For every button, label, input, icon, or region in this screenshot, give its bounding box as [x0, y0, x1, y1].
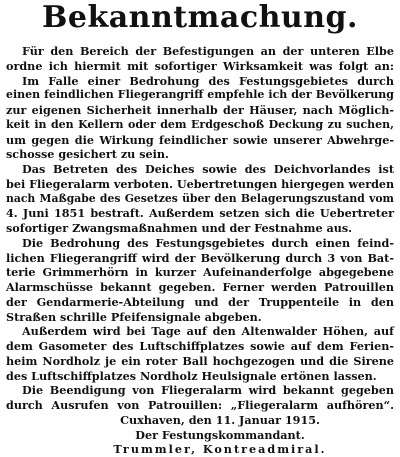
- body-line: um gegen die Wirkung feindlicher sowie unserer Abwehrge-: [6, 132, 394, 147]
- body-line: dem Gasometer des Luftschiffplatzes sowie auf dem Ferien-: [6, 339, 394, 353]
- body-line: schosse gesichert zu sein.: [6, 147, 169, 162]
- body-line: Außerdem wird bei Tage auf den Altenwalder Höhen, auf: [22, 324, 394, 339]
- body-line: Für den Bereich der Befestigungen an der unteren Elbe: [22, 44, 394, 58]
- body-line: lichen Fliegerangriff wird der Bevölkerung durch 3 von Bat-: [6, 250, 394, 265]
- body-line: Das Betreten des Deiches sowie des Deichvorlandes ist: [22, 162, 394, 176]
- body-line: einen feindlichen Fliegerangriff empfehle ich der Bevölkerung: [6, 88, 394, 102]
- document-title: Bekanntmachung.: [42, 0, 358, 35]
- body-line: Alarmschüsse bekannt gegeben. Ferner werden Patrouillen: [6, 280, 394, 294]
- body-line: heim Nordholz je ein roter Ball hochgezogen und die Sirene: [6, 353, 394, 368]
- body-line: ordne ich hiermit mit sofortiger Wirksamkeit was folgt an:: [6, 58, 394, 73]
- body-line: durch Ausrufen von Patrouillen: „Fliegeralarm aufhören“.: [6, 398, 394, 412]
- body-line: Die Bedrohung des Festungsgebietes durch einen feind-: [22, 235, 394, 250]
- body-line: der Gendarmerie-Abteilung und der Truppenteile in den: [6, 294, 394, 309]
- signature-title: Der Festungskommandant.: [135, 427, 305, 442]
- body-line: Die Beendigung von Fliegeralarm wird bekannt gegeben: [22, 383, 394, 398]
- body-line: nach Maßgabe des Gesetzes über den Belagerungszustand vom: [6, 191, 394, 205]
- body-lines: [6, 44, 394, 413]
- body-line: zur eigenen Sicherheit innerhalb der Häuser, nach Möglich-: [6, 103, 394, 117]
- signature-name: Trummler, Kontreadmiral.: [113, 442, 327, 457]
- body-line: Straßen schrille Pfeifensignale abgeben.: [6, 309, 262, 324]
- body-line: sofortiger Zwangsmaßnahmen und der Festnahme aus.: [6, 221, 353, 235]
- document-body: [6, 44, 394, 457]
- body-line: Im Falle einer Bedrohung des Festungsgebietes durch: [22, 73, 394, 88]
- body-line: terie Grimmerhörn in kurzer Aufeinanderfolge abgegebene: [6, 265, 394, 280]
- body-line: 4. Juni 1851 bestraft. Außerdem setzen sich die Uebertreter: [6, 206, 394, 221]
- body-line: des Luftschiffplatzes Nordholz Heulsignale ertönen lassen.: [6, 368, 377, 383]
- body-line: keit in den Kellern oder dem Erdgeschoß Deckung zu suchen,: [6, 117, 394, 131]
- place-date: Cuxhaven, den 11. Januar 1915.: [120, 412, 320, 427]
- body-line: bei Fliegeralarm verboten. Uebertretungen hiergegen werden: [6, 176, 395, 191]
